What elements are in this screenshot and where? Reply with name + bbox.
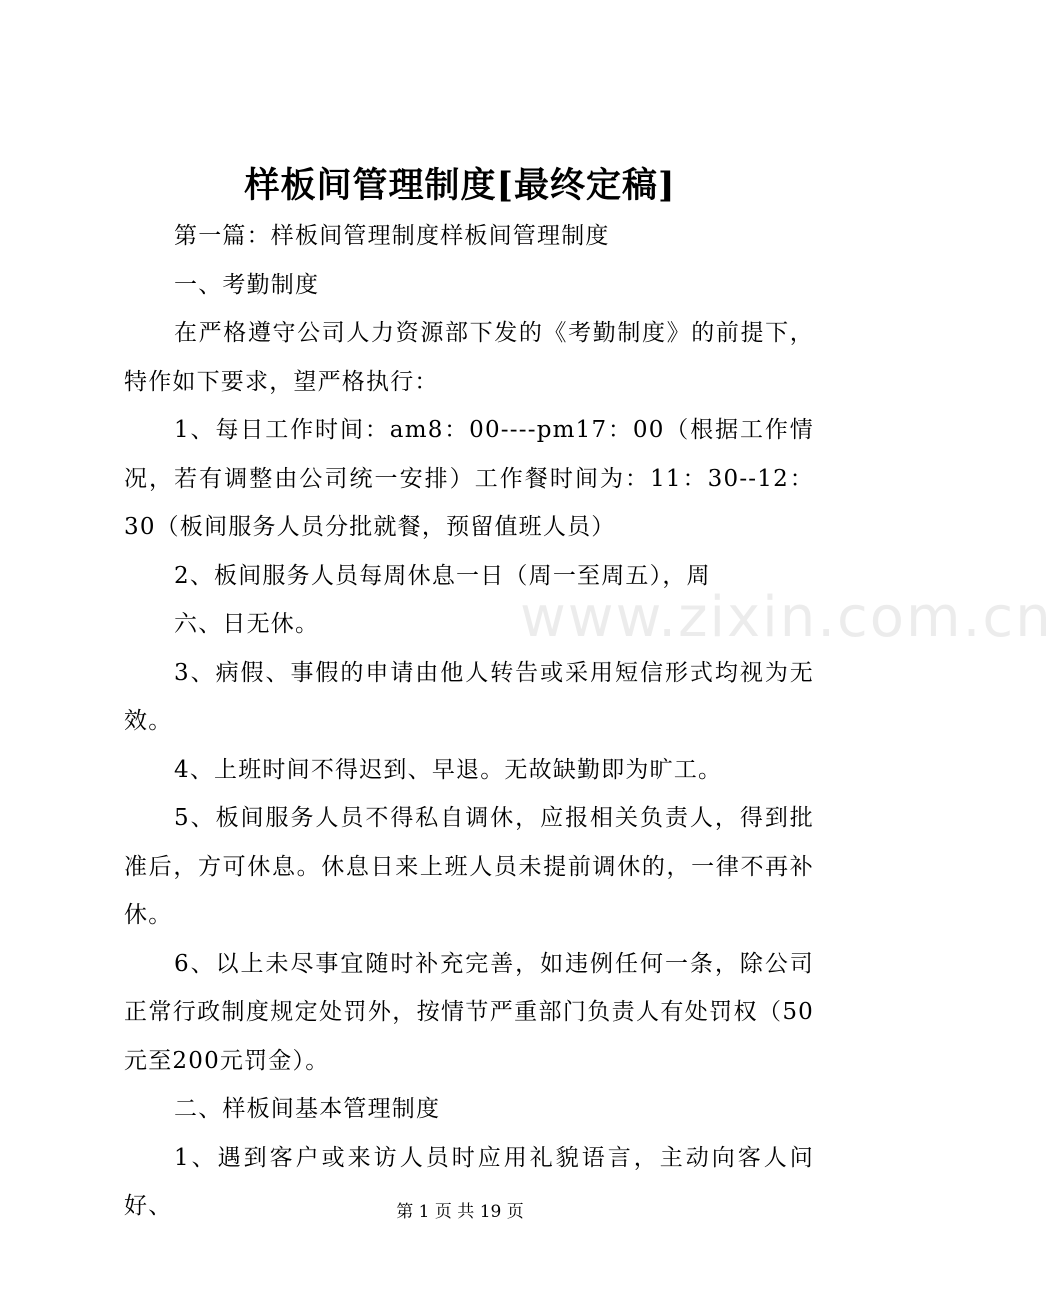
paragraph: 4、上班时间不得迟到、早退。无故缺勤即为旷工。: [174, 756, 723, 783]
paragraph: 二、样板间基本管理制度: [174, 1096, 441, 1122]
paragraph: 2、板间服务人员每周休息一日（周一至周五），周: [174, 562, 711, 589]
paragraph: 一、考勤制度: [174, 271, 320, 298]
paragraph: 5、板间服务人员不得私自调休，应报相关负责人，得到批准后，方可休息。休息日来上班人员未提前调休的，一律不再补休。: [124, 805, 814, 928]
paragraph: 1、每日工作时间：am8：00----pm17：00（根据工作情况，若有调整由公司统一安排）工作餐时间为：11：30--12：30（板间服务人员分批就餐，预留值班人员）: [124, 417, 814, 540]
document-body: [124, 212, 814, 1231]
paragraph: 1、遇到客户或来访人员时应用礼貌语言，主动向客人问好、: [124, 1144, 814, 1219]
paragraph: 3、病假、事假的申请由他人转告或采用短信形式均视为无效。: [124, 659, 814, 734]
paragraph: 六、日无休。: [174, 611, 320, 637]
paragraph: 在严格遵守公司人力资源部下发的《考勤制度》的前提下，特作如下要求，望严格执行：: [124, 320, 814, 395]
paragraph: 6、以上未尽事宜随时补充完善，如违例任何一条，除公司正常行政制度规定处罚外，按情节严重部门负责人有处罚权（50元至200元罚金）。: [124, 950, 814, 1074]
page-title: 样板间管理制度[最终定稿]: [244, 165, 676, 206]
page-footer: 第 1 页 共 19 页: [396, 1202, 524, 1222]
watermark: www.zixin.com.cn: [520, 585, 1053, 650]
paragraph: 第一篇：样板间管理制度样板间管理制度: [174, 223, 610, 249]
